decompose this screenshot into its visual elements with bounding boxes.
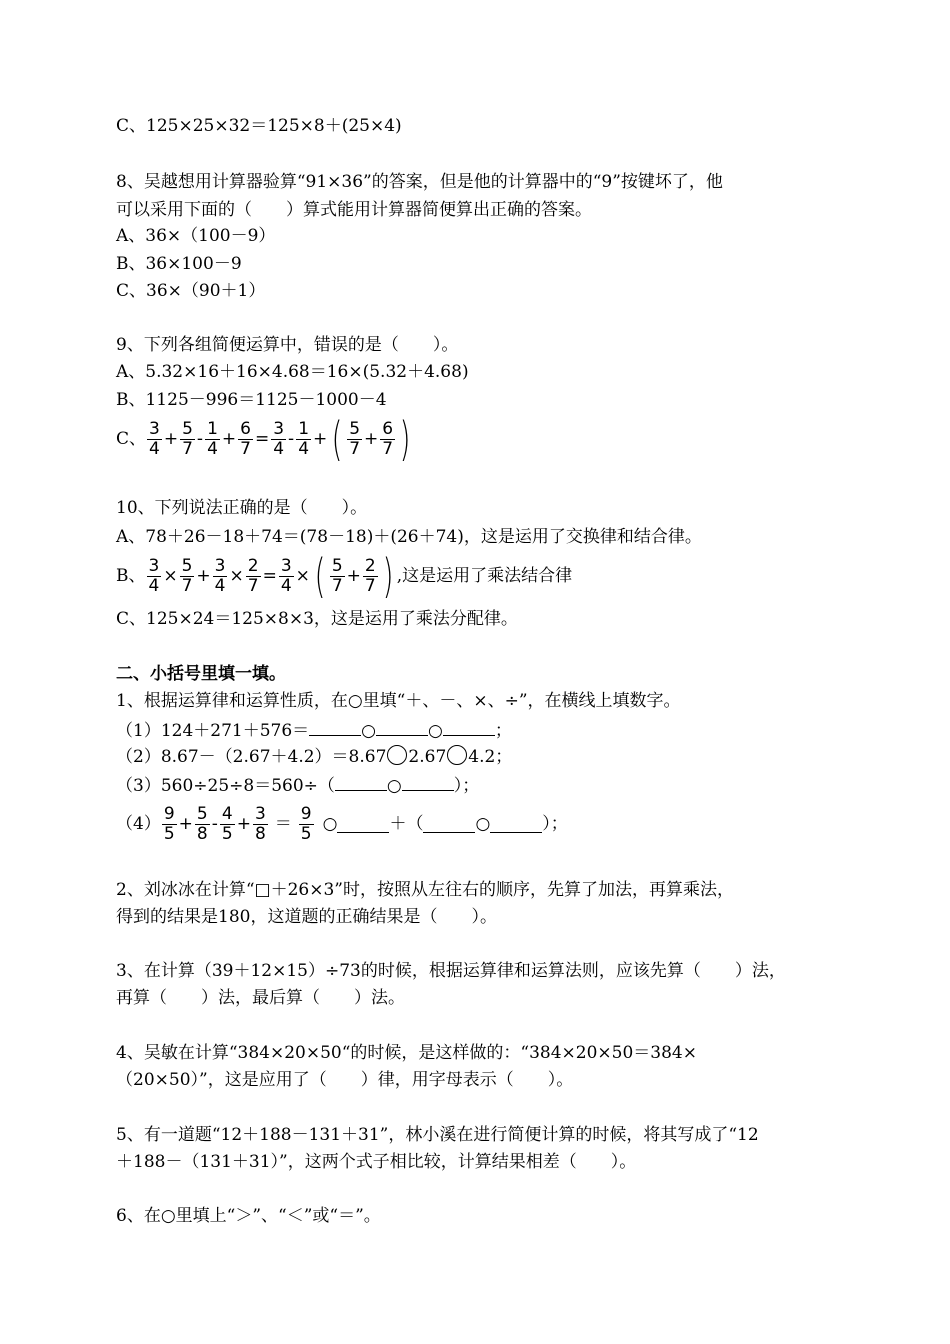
fill-1-part-4-end: ）； xyxy=(542,814,568,834)
left-paren: ( xyxy=(314,549,326,603)
minus-sign: - xyxy=(288,429,295,449)
fill-4-line2: （20×50）”，这是应用了（ ）律，用字母表示（ ）。 xyxy=(116,1070,574,1090)
operator-circle[interactable]: ○ xyxy=(361,721,377,741)
times-sign: × xyxy=(229,566,244,586)
answer-blank[interactable] xyxy=(376,718,428,736)
operator-circle[interactable] xyxy=(447,745,467,765)
q8-option-b: B、36×100－9 xyxy=(116,254,242,274)
plus-sign: + xyxy=(163,429,179,449)
plus-sign: + xyxy=(221,429,237,449)
plus-sign: + xyxy=(178,814,193,834)
fill-1-part-2-end: 4.2； xyxy=(468,747,513,767)
operator-circle[interactable]: ○ xyxy=(386,776,402,796)
fraction: $\frac{3}{8}$ xyxy=(254,803,266,844)
fraction: $\frac{3}{4}$ xyxy=(149,418,160,459)
fraction: $\frac{3}{4}$ xyxy=(214,555,226,596)
q10-option-c: C、125×24＝125×8×3，这是运用了乘法分配律。 xyxy=(116,609,518,629)
operator-circle[interactable]: ○ xyxy=(322,814,338,834)
plus-sign: + xyxy=(346,566,361,586)
fill-1-part-4-label: （4） xyxy=(116,814,161,834)
operator-circle[interactable]: ○ xyxy=(475,814,491,834)
q8-option-a: A、36×（100－9） xyxy=(116,226,276,246)
fill-1-part-3-text: （3）560÷25÷8＝560÷（ xyxy=(116,776,335,796)
fraction: $\frac{5}{8}$ xyxy=(196,803,208,844)
fill-6-stem: 6、在○里填上“＞”、“＜”或“＝”。 xyxy=(116,1206,381,1226)
fraction: $\frac{2}{7}$ xyxy=(364,555,376,596)
q8-stem-line2: 可以采用下面的（ ）算式能用计算器简便算出正确的答案。 xyxy=(116,200,592,220)
minus-sign: - xyxy=(211,814,218,834)
answer-blank[interactable] xyxy=(402,773,454,791)
q10-option-b xyxy=(116,551,572,601)
plus-sign: + xyxy=(196,566,211,586)
fraction: $\frac{1}{4}$ xyxy=(298,418,310,459)
q9-option-c xyxy=(116,414,414,464)
answer-blank[interactable] xyxy=(335,773,387,791)
minus-sign: - xyxy=(196,429,204,449)
fill-1-part-3-end: ）； xyxy=(453,776,480,796)
fill-5-line2: ＋188－（131＋31）”，这两个式子相比较，计算结果相差（ ）。 xyxy=(116,1152,637,1172)
q10-option-b-label: B、 xyxy=(116,566,146,586)
q10-option-a: A、78＋26－18＋74＝(78－18)＋(26＋74)，这是运用了交换律和结合律。 xyxy=(116,527,702,547)
fill-2-line2: 得到的结果是180，这道题的正确结果是（ ）。 xyxy=(116,907,497,927)
q10-stem: 10、下列说法正确的是（ ）。 xyxy=(116,498,368,518)
fraction: $\frac{5}{7}$ xyxy=(181,555,193,596)
equals-sign: = xyxy=(254,429,270,449)
answer-blank[interactable] xyxy=(423,815,475,833)
q9-stem: 9、下列各组简便运算中，错误的是（ ）。 xyxy=(116,335,459,355)
fraction: $\frac{2}{7}$ xyxy=(247,555,259,596)
fraction: $\frac{9}{5}$ xyxy=(300,803,312,844)
fraction: $\frac{3}{4}$ xyxy=(148,555,160,596)
fraction: $\frac{3}{4}$ xyxy=(280,555,292,596)
fraction: $\frac{5}{7}$ xyxy=(331,555,343,596)
plus-sign: + xyxy=(364,429,379,449)
fraction: $\frac{1}{4}$ xyxy=(207,418,218,459)
fraction: $\frac{4}{5}$ xyxy=(221,803,233,844)
left-paren: ( xyxy=(331,412,343,466)
q9-option-b: B、1125－996＝1125－1000－4 xyxy=(116,390,387,410)
operator-circle[interactable] xyxy=(387,745,407,765)
q9-option-a: A、5.32×16＋16×4.68＝16×(5.32＋4.68) xyxy=(116,362,469,382)
q10-option-b-text: ,这是运用了乘法结合律 xyxy=(396,566,573,586)
fill-4-line1: 4、吴敏在计算“384×20×50“的时候，是这样做的：“384×20×50＝384× xyxy=(116,1043,697,1063)
times-sign: × xyxy=(295,566,310,586)
fill-3-line1: 3、在计算（39＋12×15）÷73的时候，根据运算律和运算法则，应该先算（ ）法， xyxy=(116,961,786,981)
fill-1-part-1 xyxy=(116,718,512,742)
times-sign: × xyxy=(163,566,178,586)
fill-2-line1: 2、刘冰冰在计算“□＋26×3”时，按照从左往右的顺序，先算了加法，再算乘法， xyxy=(116,880,734,900)
right-paren: ) xyxy=(399,412,411,466)
fill-5-line1: 5、有一道题“12＋188－131＋31”，林小溪在进行简便计算的时候，将其写成了“12 xyxy=(116,1125,759,1145)
plus-sign: + xyxy=(236,814,251,834)
fill-1-part-1-end: ； xyxy=(494,721,512,741)
fill-1-part-1-text: （1）124＋271＋576＝ xyxy=(116,721,310,741)
fill-1-part-2-mid: 2.67 xyxy=(408,747,447,767)
fill-1-stem: 1、根据运算律和运算性质，在○里填“＋、－、×、÷”，在横线上填数字。 xyxy=(116,691,681,711)
answer-blank[interactable] xyxy=(309,718,361,736)
q7-option-c: C、125×25×32＝125×8＋(25×4) xyxy=(116,116,402,136)
fill-1-part-4 xyxy=(116,799,568,849)
fraction: $\frac{5}{7}$ xyxy=(349,418,361,459)
fraction: $\frac{5}{7}$ xyxy=(182,418,193,459)
q8-stem-line1: 8、吴越想用计算器验算“91×36”的答案，但是他的计算器中的“9”按键坏了，他 xyxy=(116,172,723,192)
section-2-heading: 二、小括号里填一填。 xyxy=(116,664,286,684)
right-paren: ) xyxy=(382,549,394,603)
fill-3-line2: 再算（ ）法，最后算（ ）法。 xyxy=(116,988,405,1008)
fraction: $\frac{9}{5}$ xyxy=(163,803,175,844)
answer-blank[interactable] xyxy=(443,718,495,736)
answer-blank[interactable] xyxy=(337,815,389,833)
answer-blank[interactable] xyxy=(490,815,542,833)
fill-1-part-2-text: （2）8.67－（2.67＋4.2）＝8.67 xyxy=(116,747,387,767)
fill-1-part-4-plus: ＋（ xyxy=(389,814,424,834)
q8-option-c: C、36×（90＋1） xyxy=(116,281,266,301)
equals-sign: = xyxy=(262,566,277,586)
fraction: $\frac{6}{7}$ xyxy=(240,418,251,459)
plus-sign: + xyxy=(313,429,328,449)
equals-sign: ＝ xyxy=(274,814,292,834)
q9-option-c-label: C、 xyxy=(116,429,147,449)
fill-1-part-2 xyxy=(116,745,512,768)
operator-circle[interactable]: ○ xyxy=(428,721,443,741)
fill-1-part-3 xyxy=(116,773,479,797)
fraction: $\frac{3}{4}$ xyxy=(273,418,285,459)
fraction: $\frac{6}{7}$ xyxy=(382,418,394,459)
